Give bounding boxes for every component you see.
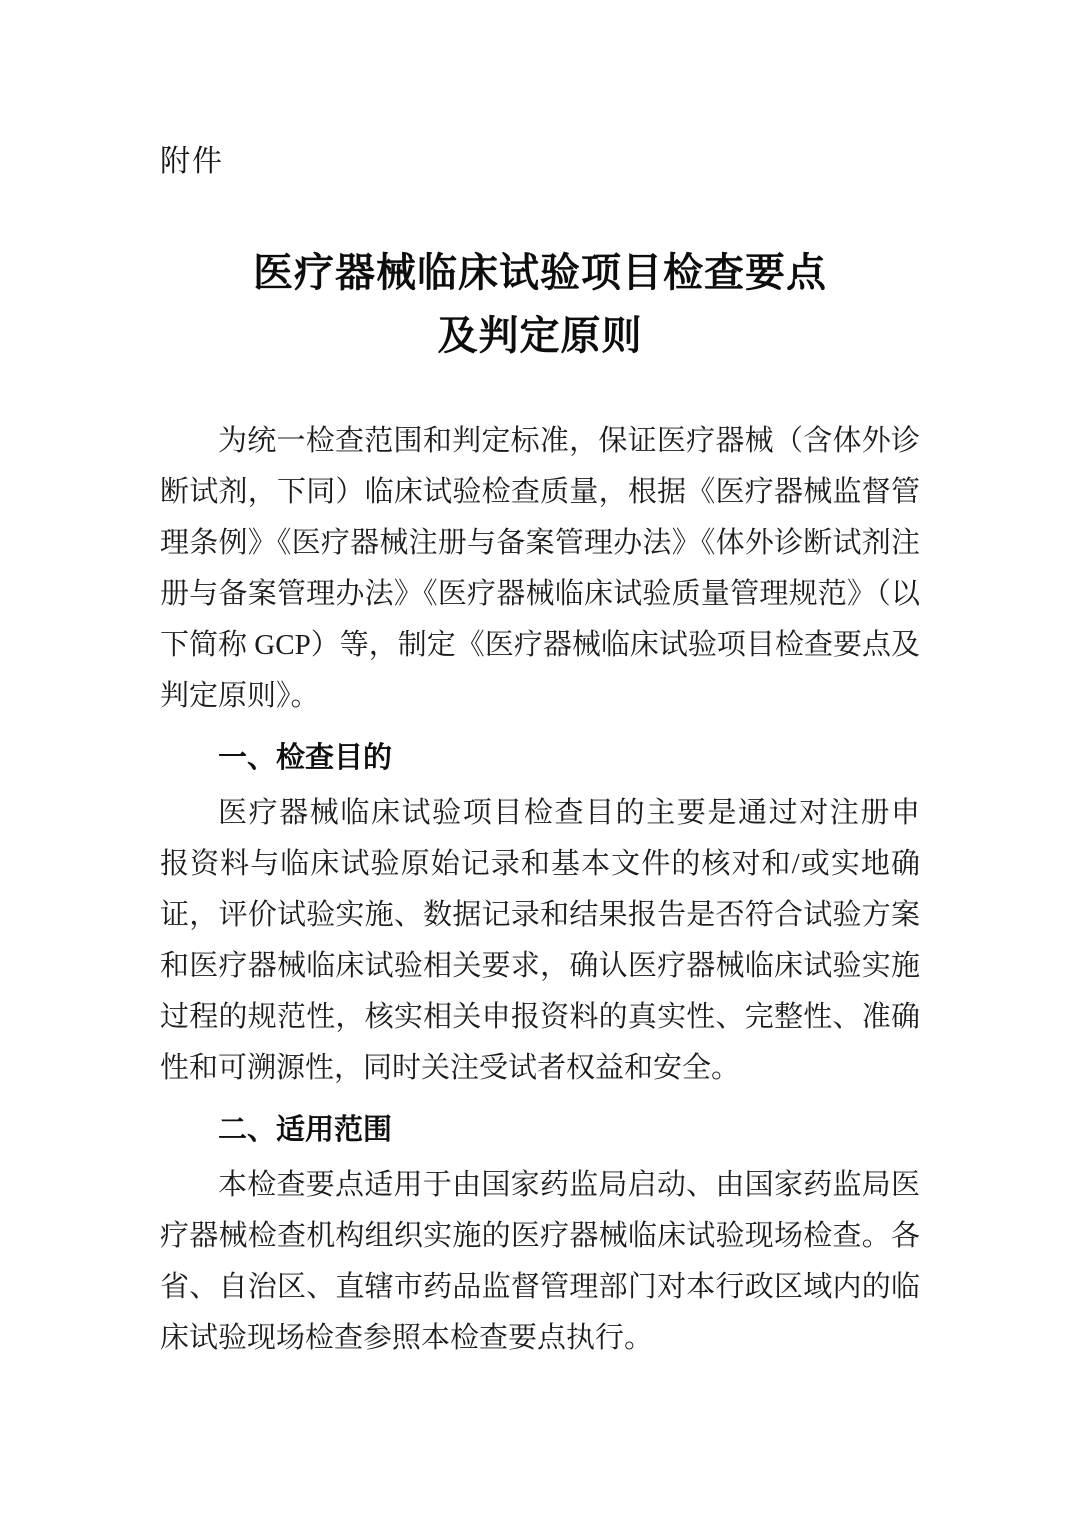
document-title-line-1: 医疗器械临床试验项目检查要点 <box>253 250 827 295</box>
paragraph-scope <box>160 1160 920 1364</box>
paragraph-intro <box>160 416 920 722</box>
document-body <box>160 416 920 1364</box>
attachment-label: 附件 <box>160 145 224 178</box>
body-line: 省、自治区、直辖市药品监督管理部门对本行政区域内的临 <box>160 1271 920 1303</box>
section-heading-scope: 二、适用范围 <box>218 1114 393 1146</box>
body-line: 为统一检查范围和判定标准，保证医疗器械（含体外诊 <box>218 425 920 457</box>
body-line: 医疗器械临床试验项目检查目的主要是通过对注册申 <box>218 797 920 829</box>
body-line: 断试剂，下同）临床试验检查质量，根据《医疗器械监督管 <box>160 476 920 508</box>
body-line: 判定原则》。 <box>160 680 320 712</box>
body-line: 下简称 GCP）等，制定《医疗器械临床试验项目检查要点及 <box>160 629 920 661</box>
body-line: 过程的规范性，核实相关申报资料的真实性、完整性、准确 <box>160 1001 920 1033</box>
section-heading-inspection-purpose: 一、检查目的 <box>218 742 393 774</box>
body-line: 册与备案管理办法》《医疗器械临床试验质量管理规范》（以 <box>160 578 920 610</box>
body-line: 和医疗器械临床试验相关要求，确认医疗器械临床试验实施 <box>160 950 920 982</box>
body-line: 理条例》《医疗器械注册与备案管理办法》《体外诊断试剂注 <box>160 527 920 559</box>
body-line: 报资料与临床试验原始记录和基本文件的核对和/或实地确 <box>160 848 920 880</box>
body-line: 性和可溯源性，同时关注受试者权益和安全。 <box>160 1052 741 1084</box>
body-line: 疗器械检查机构组织实施的医疗器械临床试验现场检查。各 <box>160 1220 920 1252</box>
body-line: 本检查要点适用于由国家药监局启动、由国家药监局医 <box>218 1169 920 1201</box>
paragraph-inspection-purpose <box>160 788 920 1094</box>
document-title <box>160 241 920 367</box>
body-line: 床试验现场检查参照本检查要点执行。 <box>160 1322 654 1354</box>
document-title-line-2: 及判定原则 <box>437 313 643 358</box>
body-line: 证，评价试验实施、数据记录和结果报告是否符合试验方案 <box>160 899 920 931</box>
